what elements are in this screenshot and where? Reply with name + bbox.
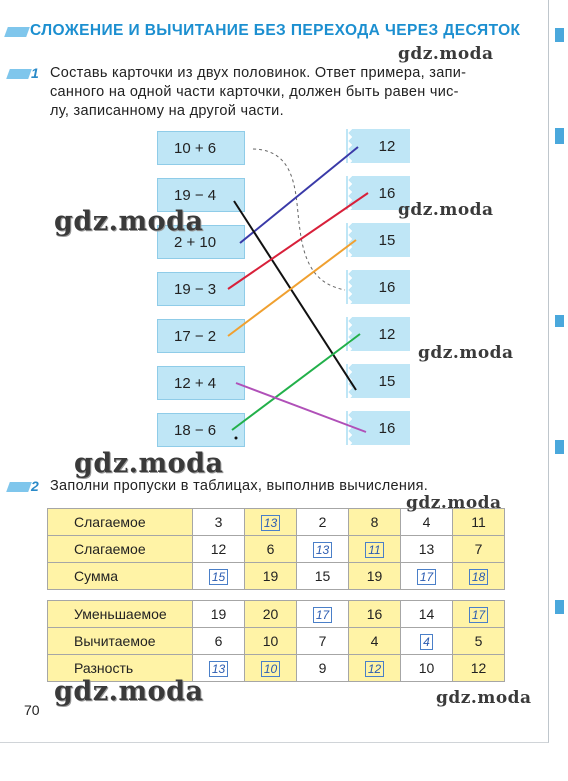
row-label: Сумма: [48, 563, 193, 590]
page-title: СЛОЖЕНИЕ И ВЫЧИТАНИЕ БЕЗ ПЕРЕХОДА ЧЕРЕЗ ДЕСЯТОК: [30, 22, 521, 39]
cell-value: 4: [422, 514, 431, 530]
table-cell: [297, 509, 349, 536]
table-cell: [245, 601, 297, 628]
table-cell: [297, 628, 349, 655]
match-line-blue: [240, 147, 358, 243]
watermark: gdz.moda: [436, 688, 532, 708]
task-text: Заполни пропуски в таблицах, выполнив вычисления.: [50, 478, 429, 494]
cell-value: 15: [314, 568, 331, 584]
table-cell: [401, 655, 453, 682]
cell-value: 5: [474, 633, 483, 649]
cell-value: 12: [470, 660, 487, 676]
table-cell: [193, 628, 245, 655]
cell-value: 10: [262, 633, 279, 649]
cell-value: 6: [214, 633, 223, 649]
cell-value: 20: [262, 606, 279, 622]
expression-card: 19 − 3: [157, 272, 245, 306]
filled-answer: 12: [365, 661, 384, 677]
table-cell: [453, 536, 505, 563]
table-cell: [245, 536, 297, 563]
cell-value: 8: [370, 514, 379, 530]
match-line-green: [232, 334, 360, 430]
cell-value: 13: [418, 541, 435, 557]
task-marker: [6, 482, 32, 492]
table-cell: [245, 655, 297, 682]
table-cell: [245, 563, 297, 590]
cell-value: 19: [262, 568, 279, 584]
row-label: Вычитаемое: [48, 628, 193, 655]
table-cell: [245, 628, 297, 655]
page-number: 70: [24, 702, 40, 718]
expression-card: 17 − 2: [157, 319, 245, 353]
table-cell: [349, 655, 401, 682]
filled-answer: 10: [261, 661, 280, 677]
cell-value: 19: [366, 568, 383, 584]
answer-value: 12: [378, 137, 396, 155]
filled-answer: 13: [261, 515, 280, 531]
table-row: [48, 536, 505, 563]
table-cell: [297, 536, 349, 563]
filled-answer: 17: [313, 607, 332, 623]
task-text-line: санного на одной части карточки, должен быть равен чис-: [50, 84, 459, 100]
row-label: Слагаемое: [48, 536, 193, 563]
table-cell: [297, 563, 349, 590]
task-number: 2: [31, 478, 39, 494]
cell-value: 7: [318, 633, 327, 649]
filled-answer: 18: [469, 569, 488, 585]
answer-value: 16: [378, 278, 396, 296]
table-cell: [401, 563, 453, 590]
cell-value: 12: [210, 541, 227, 557]
filled-answer: 13: [313, 542, 332, 558]
table-body: [48, 601, 505, 682]
expression-card: 18 − 6: [157, 413, 245, 447]
table-cell: [349, 536, 401, 563]
task-text-line: Составь карточки из двух половинок. Ответ примера, запи-: [50, 65, 467, 81]
cell-value: 9: [318, 660, 327, 676]
watermark: gdz.moda: [398, 200, 494, 220]
watermark: gdz.moda: [406, 493, 502, 513]
filled-answer: 17: [417, 569, 436, 585]
line-dot: [235, 437, 238, 440]
table-cell: [193, 536, 245, 563]
match-line-black: [234, 201, 356, 390]
cell-value: 4: [370, 633, 379, 649]
cell-value: 6: [266, 541, 275, 557]
match-line-orange: [228, 240, 356, 336]
table-row: [48, 563, 505, 590]
expression-card: 2 + 10: [157, 225, 245, 259]
table-cell: [401, 601, 453, 628]
answer-value: 15: [378, 231, 396, 249]
table-body: [48, 509, 505, 590]
filled-answer: 4: [420, 634, 433, 650]
filled-answer: 17: [469, 607, 488, 623]
answer-value: 16: [378, 419, 396, 437]
table-cell: [297, 655, 349, 682]
expression-card: 12 + 4: [157, 366, 245, 400]
cell-value: 16: [366, 606, 383, 622]
table-cell: [453, 628, 505, 655]
addition-table: [47, 508, 505, 590]
cell-value: 2: [318, 514, 327, 530]
answer-value: 16: [378, 184, 396, 202]
watermark: gdz.moda: [398, 44, 494, 64]
table-cell: [349, 628, 401, 655]
match-line-red: [228, 193, 368, 289]
table-cell: [297, 601, 349, 628]
cell-value: 3: [214, 514, 223, 530]
watermark: gdz.moda: [74, 448, 224, 479]
answer-value: 12: [378, 325, 396, 343]
dashed-connector: [253, 149, 345, 290]
watermark: gdz.moda: [54, 206, 204, 237]
match-line-purple: [236, 383, 366, 432]
table-cell: [349, 563, 401, 590]
cell-value: 11: [471, 514, 486, 530]
table-row: [48, 628, 505, 655]
filled-answer: 13: [209, 661, 228, 677]
task-text-line: лу, записанному на другой части.: [50, 103, 284, 119]
table-cell: [401, 536, 453, 563]
answer-value: 15: [378, 372, 396, 390]
subtraction-table: [47, 600, 505, 682]
table-cell: [349, 509, 401, 536]
table-cell: [193, 601, 245, 628]
cell-value: 14: [418, 606, 435, 622]
cell-value: 19: [210, 606, 227, 622]
table-cell: [193, 563, 245, 590]
row-label: Уменьшаемое: [48, 601, 193, 628]
expression-card: 19 − 4: [157, 178, 245, 212]
table-row: [48, 601, 505, 628]
table-cell: [453, 655, 505, 682]
table-cell: [453, 601, 505, 628]
table-cell: [401, 628, 453, 655]
table-cell: [193, 509, 245, 536]
table-cell: [453, 563, 505, 590]
filled-answer: 15: [209, 569, 228, 585]
cell-value: 10: [418, 660, 435, 676]
table-cell: [245, 509, 297, 536]
watermark: gdz.moda: [418, 343, 514, 363]
row-label: Разность: [48, 655, 193, 682]
task-number: 1: [31, 65, 39, 81]
watermark: gdz.moda: [54, 676, 204, 707]
table-cell: [349, 601, 401, 628]
cell-value: 7: [474, 541, 483, 557]
filled-answer: 11: [365, 542, 383, 558]
row-label: Слагаемое: [48, 509, 193, 536]
expression-card: 10 + 6: [157, 131, 245, 165]
